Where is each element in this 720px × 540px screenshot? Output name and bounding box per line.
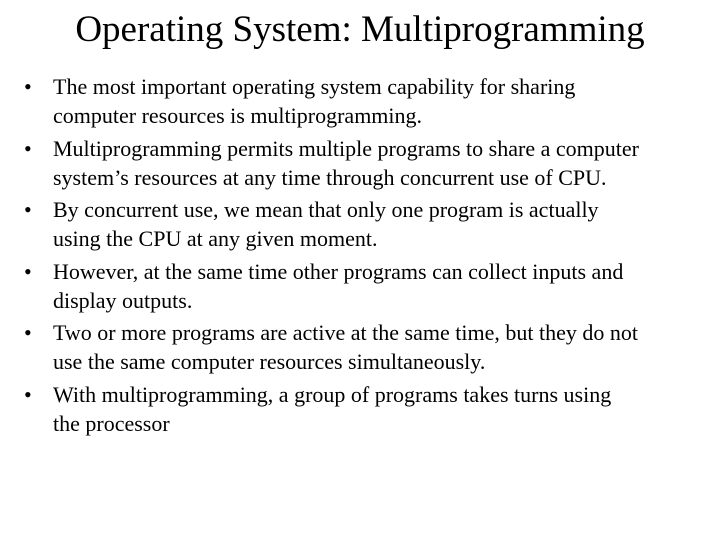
bullet-text-line: By concurrent use, we mean that only one program is actually: [53, 197, 599, 223]
bullet-icon: •: [24, 381, 32, 407]
bullet-text-line: system’s resources at any time through concurrent use of CPU.: [53, 164, 607, 190]
bullet-item: [22, 72, 702, 130]
bullet-text-line: Multiprogramming permits multiple programs to share a computer: [53, 135, 639, 161]
bullet-icon: •: [24, 197, 32, 223]
bullet-text-line: the processor: [53, 410, 170, 436]
bullet-icon: •: [24, 74, 32, 99]
bullet-text-line: display outputs.: [53, 287, 193, 313]
bullet-text-line: Two or more programs are active at the same time, but they do not: [53, 320, 638, 346]
bullet-text-line: using the CPU at any given moment.: [53, 226, 378, 252]
bullet-item: [22, 195, 702, 253]
bullet-text-line: The most important operating system capability for sharing: [53, 74, 576, 99]
bullet-text-line: computer resources is multiprogramming.: [53, 103, 423, 128]
bullet-list: [22, 72, 702, 442]
bullet-item: [22, 318, 702, 376]
bullet-text-line: use the same computer resources simultaneously.: [53, 349, 486, 375]
slide-title: Operating System: Multiprogramming: [75, 9, 645, 50]
bullet-text-line: However, at the same time other programs can collect inputs and: [53, 258, 624, 284]
bullet-icon: •: [24, 320, 32, 346]
bullet-icon: •: [24, 135, 32, 161]
bullet-item: [22, 134, 702, 192]
bullet-item: [22, 257, 702, 315]
bullet-item: [22, 380, 702, 438]
bullet-text-line: With multiprogramming, a group of programs takes turns using: [53, 381, 612, 407]
bullet-icon: •: [24, 258, 32, 284]
